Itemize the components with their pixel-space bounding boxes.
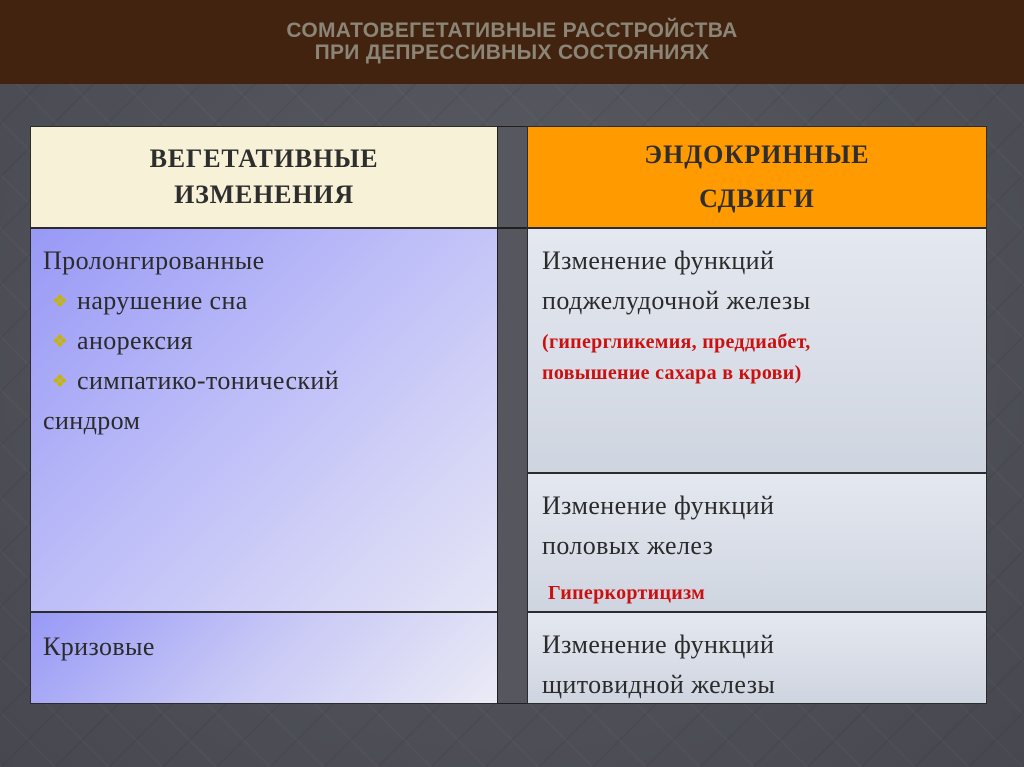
header-endocrine	[527, 126, 987, 228]
bullet-text: анорексия	[77, 326, 193, 355]
diamond-bullet-icon: ❖	[51, 291, 69, 311]
gonads-note: Гиперкортицизм	[548, 582, 706, 604]
header-gap-column	[497, 126, 528, 228]
bullet-continuation: синдром	[43, 406, 141, 435]
bullet-text: нарушение сна	[77, 286, 248, 315]
pancreas-line-1: Изменение функций	[542, 246, 775, 275]
list-item	[43, 361, 485, 401]
pancreas-note-line-2: повышение сахара в крови)	[542, 362, 802, 384]
endocrine-thyroid-cell	[527, 612, 987, 704]
header-vegetative	[30, 126, 498, 228]
thyroid-line-2: щитовидной железы	[542, 670, 776, 699]
header-endocrine-line-1: ЭНДОКРИННЫЕ	[644, 140, 870, 169]
prolonged-heading: Пролонгированные	[43, 246, 265, 275]
slide-title-line-2: ПРИ ДЕПРЕССИВНЫХ СОСТОЯНИЯХ	[314, 41, 710, 64]
bullet-text: симпатико-тонический	[77, 366, 340, 395]
pancreas-line-2: поджелудочной железы	[542, 286, 811, 315]
header-endocrine-line-2: СДВИГИ	[699, 184, 815, 213]
pancreas-note-line-1: (гипергликемия, преддиабет,	[542, 331, 811, 353]
title-bar	[0, 0, 1024, 84]
endocrine-gonads-cell	[527, 473, 987, 612]
list-item	[43, 281, 485, 321]
diamond-bullet-icon: ❖	[51, 331, 69, 351]
crisis-label: Кризовые	[43, 632, 155, 661]
vegetative-crisis-cell	[30, 612, 498, 704]
diamond-bullet-icon: ❖	[51, 371, 69, 391]
thyroid-line-1: Изменение функций	[542, 630, 775, 659]
slide-title-line-1: СОМАТОВЕГЕТАТИВНЫЕ РАССТРОЙСТВА	[286, 19, 738, 42]
header-vegetative-line-1: ВЕГЕТАТИВНЫЕ	[149, 144, 379, 173]
body-gap-column	[497, 228, 528, 704]
gonads-line-1: Изменение функций	[542, 491, 775, 520]
header-vegetative-line-2: ИЗМЕНЕНИЯ	[174, 180, 354, 209]
vegetative-prolonged-cell	[30, 228, 498, 612]
gonads-line-2: половых желез	[542, 531, 714, 560]
endocrine-pancreas-cell	[527, 228, 987, 473]
list-item	[43, 321, 485, 361]
